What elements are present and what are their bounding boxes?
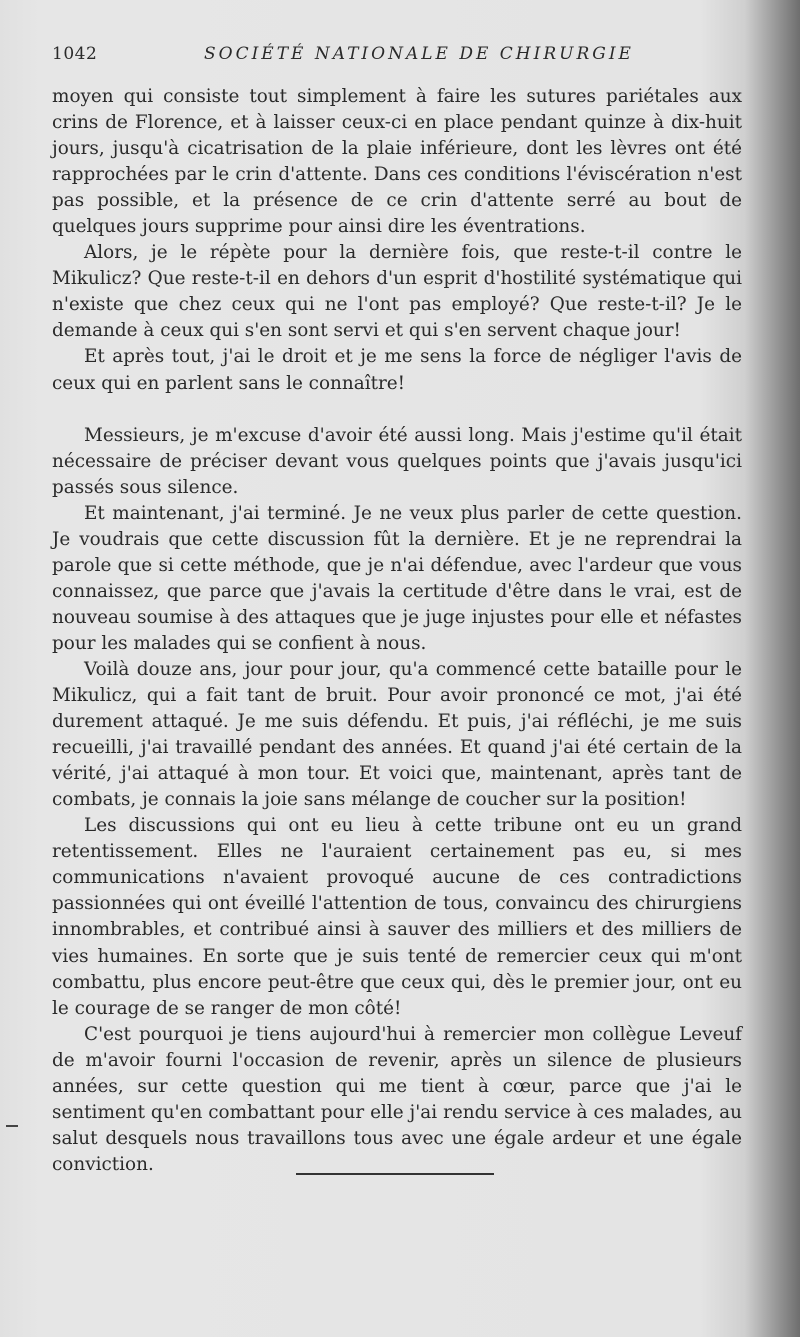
- page-number: 1042: [52, 44, 98, 64]
- margin-mark: [6, 1125, 18, 1127]
- paragraph: Les discussions qui ont eu lieu à cette tribune ont eu un grand retentissement. Elles ne l'auraient certainement pas eu, si mes communications n'avaient provoqué aucune de ces contradictions passionnées qui ont éveillé l'attention de tous, convaincu des chirurgiens innombrables, et contribué ainsi à sauver des milliers et des milliers de vies humaines. En sorte que je suis tenté de remercier ceux qui m'ont combattu, plus encore peut-être que ceux qui, dès le premier jour, ont eu le courage de se ranger de mon côté!: [52, 815, 742, 1019]
- paragraph: Et après tout, j'ai le droit et je me sens la force de négliger l'avis de ceux qui en parlent sans le connaître!: [52, 346, 742, 394]
- paragraph: Alors, je le répète pour la dernière fois, que reste-t-il contre le Mikulicz? Que reste-t-il en dehors d'un esprit d'hostilité systématique qui n'existe que chez ceux qui ne l'ont pas employé? Que reste-t-il? Je le demande à ceux qui s'en sont servi et qui s'en servent chaque jour!: [52, 242, 742, 342]
- body-text: [52, 84, 742, 1178]
- paragraph: Et maintenant, j'ai terminé. Je ne veux plus parler de cette question. Je voudrais que cette discussion fût la dernière. Et je ne reprendrai la parole que si cette méthode, que je n'ai défendue, avec l'ardeur que vous connaissez, que parce que j'avais la certitude d'être dans le vrai, est de nouveau soumise à des attaques que je juge injustes pour elle et néfastes pour les malades qui se confient à nous.: [52, 502, 742, 654]
- running-title: SOCIÉTÉ NATIONALE DE CHIRURGIE: [204, 44, 634, 64]
- end-divider: [296, 1173, 494, 1175]
- paragraph-continued: moyen qui consiste tout simplement à faire les sutures pariétales aux crins de Florence, et à laisser ceux-ci en place pendant quinze à dix-huit jours, jusqu'à cicatrisation de la plaie inférieure, dont les lèvres ont été rapprochées par le crin d'attente. Dans ces conditions l'éviscération n'est pas possible, et la présence de ce crin d'attente serré au bout de quelques jours supprime pour ainsi dire les éventrations.: [52, 86, 742, 238]
- page-header: [52, 44, 752, 68]
- paragraph: Voilà douze ans, jour pour jour, qu'a commencé cette bataille pour le Mikulicz, qui a fait tant de bruit. Pour avoir prononcé ce mot, j'ai été durement attaqué. Je me suis défendu. Et puis, j'ai réfléchi, je me suis recueilli, j'ai travaillé pendant des années. Et quand j'ai été certain de la vérité, j'ai attaqué à mon tour. Et voici que, maintenant, après tant de combats, je connais la joie sans mélange de coucher sur la position!: [52, 658, 742, 811]
- paragraph: Messieurs, je m'excuse d'avoir été aussi long. Mais j'estime qu'il était nécessaire de préciser devant vous quelques points que j'avais jusqu'ici passés sous silence.: [52, 424, 742, 498]
- paragraph: C'est pourquoi je tiens aujourd'hui à remercier mon collègue Leveuf de m'avoir fourni l'occasion de revenir, après un silence de plusieurs années, sur cette question qui me tient à cœur, parce que j'ai le sentiment qu'en combattant pour elle j'ai rendu service à ces malades, au salut desquels nous travaillons tous avec une égale ardeur et une égale conviction.: [52, 1023, 742, 1175]
